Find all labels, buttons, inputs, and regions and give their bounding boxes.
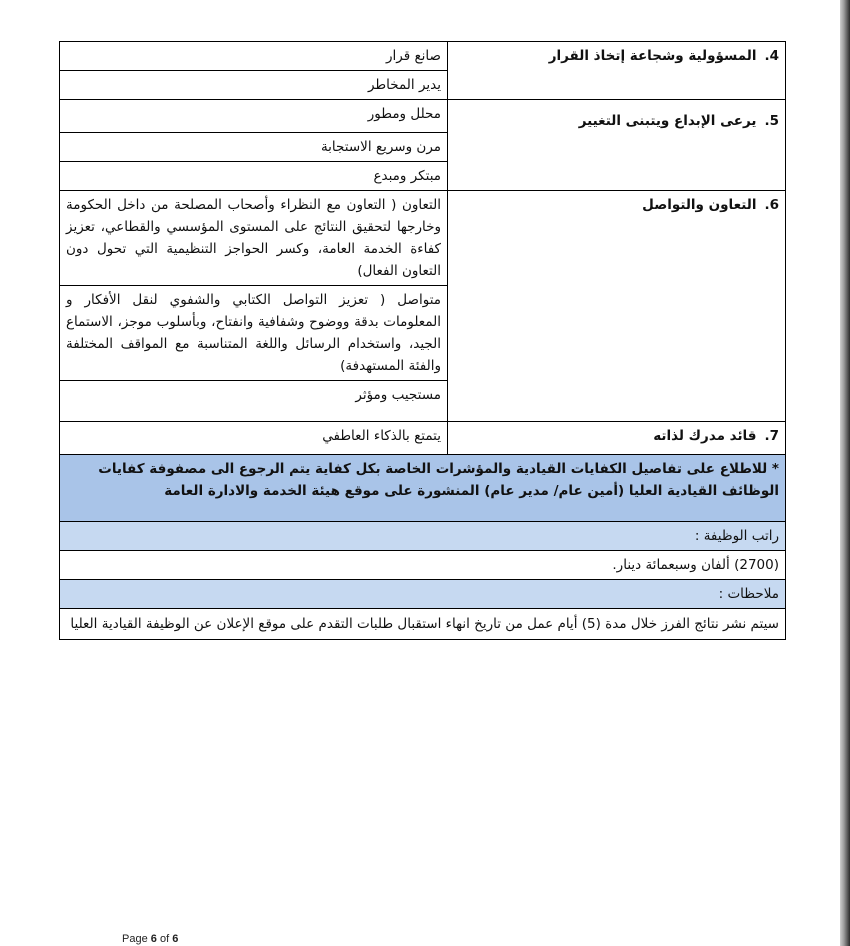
page-footer [122, 933, 178, 945]
competency-title: 5.يرعى الإبداع ويتبنى التغيير [448, 100, 786, 191]
footer-total-pages: 6 [172, 933, 179, 945]
table-row [60, 191, 786, 286]
table-row [60, 609, 786, 640]
table-row [60, 100, 786, 133]
competency-item: التعاون ( التعاون مع النظراء وأصحاب المصلحة من داخل الحكومة وخارجها لتحقيق النتائج على المستوى المؤسسي والقطاعي، تعزيز كفاءة الخدمة العامة، وكسر الحواجز التنظيمية التي تحول دون التعاون الفعال) [60, 191, 448, 286]
competency-title: 6.التعاون والتواصل [448, 191, 786, 422]
reference-note: * للاطلاع على تفاصيل الكفايات القيادية والمؤشرات الخاصة بكل كفاية يتم الرجوع الى مصفوفة كفايات الوظائف القيادية العليا (أمين عام/ مدير عام) المنشورة على موقع هيئة الخدمة والادارة العامة [60, 455, 786, 522]
table-row [60, 551, 786, 580]
footer-current-page: 6 [150, 933, 157, 945]
competencies-table [59, 41, 786, 640]
table-row [60, 455, 786, 522]
competency-item: يدير المخاطر [60, 71, 448, 100]
competency-item: محلل ومطور [60, 100, 448, 133]
table-row [60, 42, 786, 71]
competency-title: 4.المسؤولية وشجاعة إتخاذ القرار [448, 42, 786, 100]
remarks-value: سيتم نشر نتائج الفرز خلال مدة (5) أيام عمل من تاريخ انهاء استقبال طلبات التقدم على موقع الإعلان عن الوظيفة القيادية العليا [60, 609, 786, 640]
competency-item: صانع قرار [60, 42, 448, 71]
competency-item: متواصل ( تعزيز التواصل الكتابي والشفوي لنقل الأفكار و المعلومات بدقة ووضوح وشفافية وانفتاح، وبأسلوب موجز، الاستماع الجيد، واستخدام الرسائل واللغة المتناسبة مع المواقف المختلفة والفئة المستهدفة) [60, 286, 448, 381]
footer-of: of [159, 933, 170, 945]
remarks-label: ملاحظات : [60, 580, 786, 609]
competency-item: مبتكر ومبدع [60, 162, 448, 191]
table-row [60, 580, 786, 609]
window-edge [840, 0, 850, 946]
table-row [60, 522, 786, 551]
competency-title: 7.قائد مدرك لذاته [448, 422, 786, 455]
table-row [60, 422, 786, 455]
salary-value: (2700) ألفان وسبعمائة دينار. [60, 551, 786, 580]
competency-item: يتمتع بالذكاء العاطفي [60, 422, 448, 455]
salary-label: راتب الوظيفة : [60, 522, 786, 551]
competency-item: مستجيب ومؤثر [60, 381, 448, 422]
competency-item: مرن وسريع الاستجابة [60, 133, 448, 162]
footer-prefix: Page [122, 933, 148, 945]
